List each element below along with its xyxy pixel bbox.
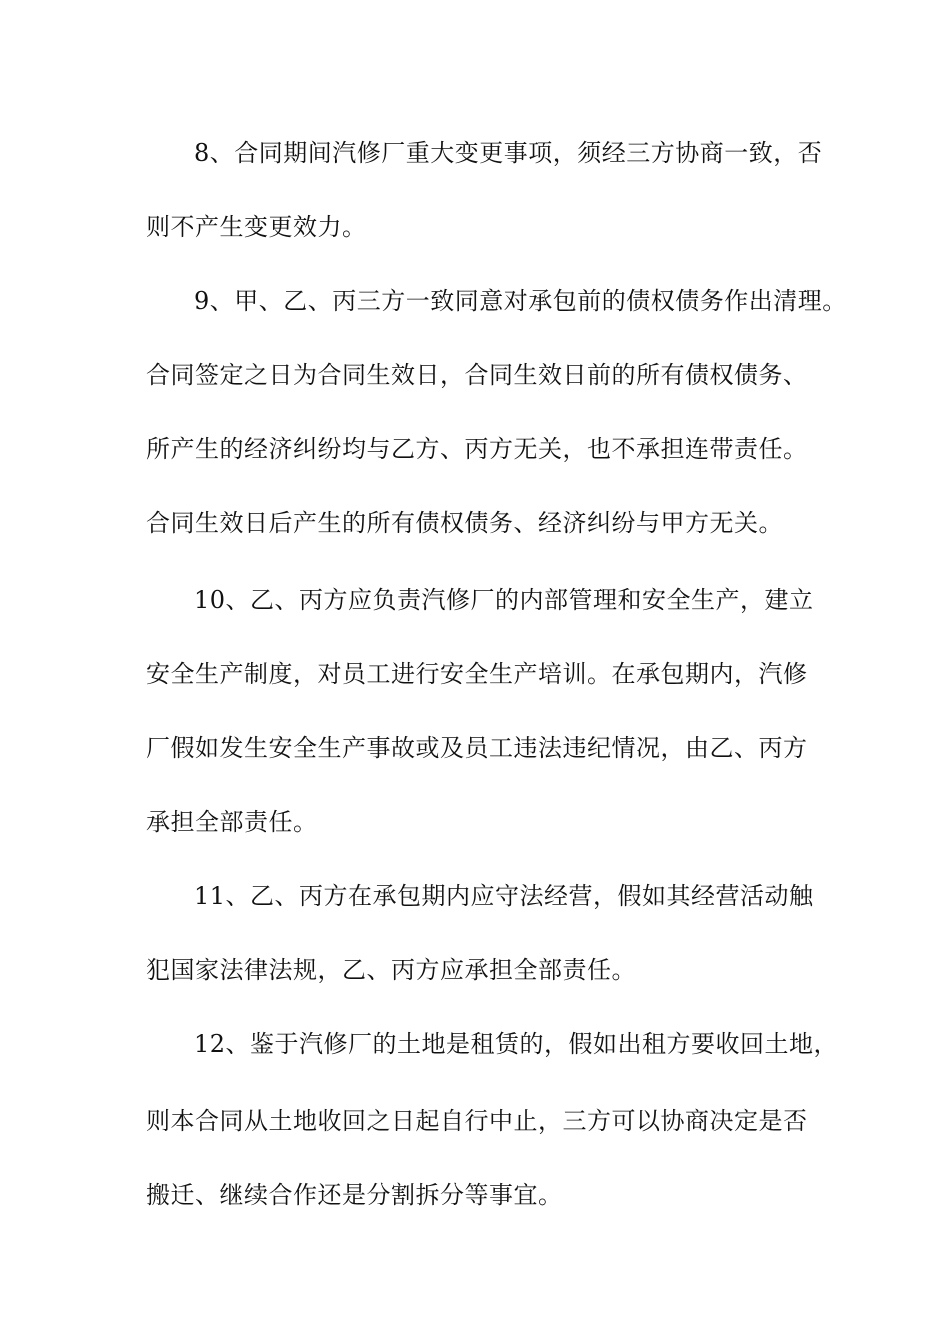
clause-8-line-2: 则不产生变更效力。	[146, 213, 367, 241]
clause-12-line-3: 搬迁、继续合作还是分割拆分等事宜。	[146, 1181, 563, 1209]
clause-8-line-1: 8、合同期间汽修厂重大变更事项，须经三方协商一致，否	[194, 139, 823, 167]
clause-10-line-2: 安全生产制度，对员工进行安全生产培训。在承包期内，汽修	[146, 660, 808, 688]
clause-10-line-1: 10、乙、丙方应负责汽修厂的内部管理和安全生产，建立	[194, 586, 814, 614]
clause-9-line-2: 合同签定之日为合同生效日，合同生效日前的所有债权债务、	[146, 361, 808, 389]
clause-10-line-3: 厂假如发生安全生产事故或及员工违法违纪情况，由乙、丙方	[146, 734, 808, 762]
clause-9-line-1: 9、甲、乙、丙三方一致同意对承包前的债权债务作出清理。	[194, 287, 847, 315]
clause-9-line-4: 合同生效日后产生的所有债权债务、经济纠纷与甲方无关。	[146, 509, 783, 537]
clause-9-line-3: 所产生的经济纠纷均与乙方、丙方无关，也不承担连带责任。	[146, 435, 808, 463]
clause-11-line-1: 11、乙、丙方在承包期内应守法经营，假如其经营活动触	[194, 882, 814, 910]
clause-12-line-2: 则本合同从土地收回之日起自行中止，三方可以协商决定是否	[146, 1107, 808, 1135]
clause-11-line-2: 犯国家法律法规，乙、丙方应承担全部责任。	[146, 956, 636, 984]
clause-10-line-4: 承担全部责任。	[146, 808, 318, 836]
clause-12-line-1: 12、鉴于汽修厂的土地是租赁的，假如出租方要收回土地，	[194, 1030, 839, 1058]
